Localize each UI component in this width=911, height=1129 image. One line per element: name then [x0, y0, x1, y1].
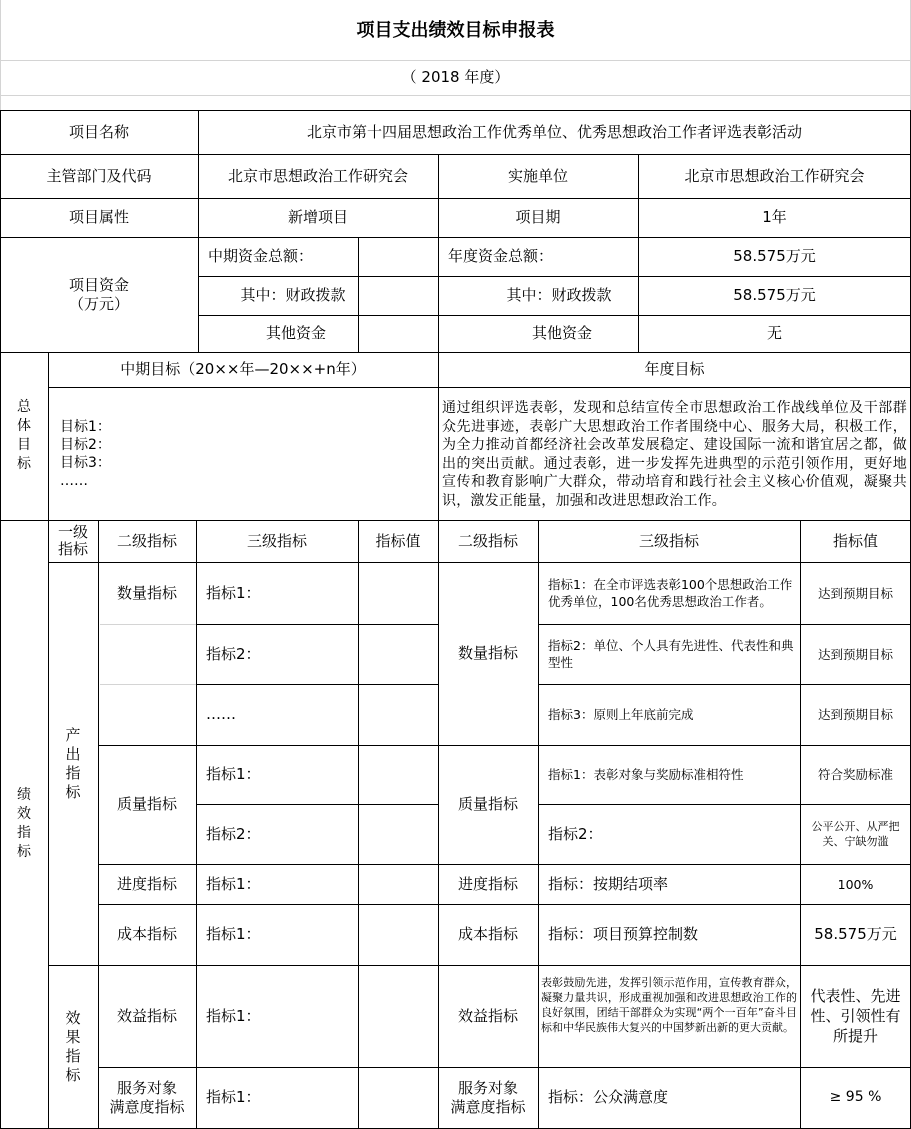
project-name-label: 项目名称: [68, 122, 129, 141]
effect-char: 指: [65, 1046, 81, 1065]
performance-char: 绩: [17, 787, 31, 803]
value-header: 指标值: [375, 531, 421, 550]
right-quality-item-2: 指标2：: [548, 824, 603, 843]
annual-fiscal-value: 58.575万元: [733, 286, 816, 304]
grid-line: [358, 520, 359, 1128]
benefit-indicator-right: 效益指标: [457, 1006, 518, 1025]
cost-value: 58.575万元: [814, 925, 897, 943]
effect-char: 效: [65, 1008, 81, 1027]
right-quantity-item-2: 指标2：单位、个人具有先进性、代表性和典型性: [548, 638, 794, 670]
right-satisfaction-item: 指标：公众满意度: [548, 1088, 669, 1106]
project-attribute-label: 项目属性: [68, 208, 129, 226]
mid-term-total-label: 中期资金总额：: [208, 247, 314, 265]
left-benefit-item-1: 指标1：: [206, 1006, 261, 1025]
performance-indicators-label: [0, 520, 48, 1128]
project-period-value: 1年: [762, 208, 787, 226]
progress-indicator-right: 进度指标: [457, 874, 518, 893]
level3-header-right: 三级指标: [638, 531, 699, 550]
overall-goals-char: 标: [17, 456, 31, 472]
level1-header: 一级 指标: [57, 523, 88, 558]
output-char: 指: [65, 763, 81, 782]
right-quality-item-1: 指标1：表彰对象与奖励标准相符性: [548, 767, 744, 782]
gridline: [100, 684, 196, 685]
annual-other-value: 无: [766, 324, 782, 342]
gridline: [100, 624, 196, 625]
level2-header-right: 二级指标: [457, 531, 518, 550]
annual-goal-header: 年度目标: [644, 360, 705, 378]
progress-value: 100%: [837, 876, 874, 892]
right-quantity-item-3: 指标3：原则上年底前完成: [548, 707, 694, 722]
quality-1-value: 符合奖励标准: [817, 767, 893, 782]
left-quality-item-2: 指标2：: [206, 824, 261, 843]
output-indicators-label: [48, 562, 98, 965]
effect-char: 标: [65, 1065, 81, 1084]
effect-indicators-label: [48, 965, 98, 1128]
level3-header: 三级指标: [246, 531, 307, 550]
project-attribute-value: 新增项目: [287, 208, 348, 226]
overall-goals-char: 体: [17, 418, 31, 434]
left-quantity-ellipsis: ……: [206, 705, 236, 723]
benefit-value: 代表性、先进性、引领性有所提升: [810, 987, 901, 1045]
department-value: 北京市思想政治工作研究会: [227, 166, 408, 185]
overall-goals-char: 目: [17, 437, 31, 453]
grid-line: [358, 237, 359, 352]
effect-char: 果: [65, 1027, 81, 1046]
quantity-2-value: 达到预期目标: [817, 646, 893, 662]
right-quantity-item-1: 指标1：在全市评选表彰100个思想政治工作优秀单位，100名优秀思想政治工作者。: [548, 577, 793, 609]
right-progress-item: 指标：按期结项率: [548, 874, 669, 893]
quality-2-value: 公平公开、从严把关、宁缺勿滥: [811, 820, 900, 848]
output-char: 标: [65, 782, 81, 801]
cost-indicator-right: 成本指标: [457, 925, 518, 943]
right-cost-item: 指标：项目预算控制数: [548, 925, 699, 943]
form-title: 项目支出绩效目标申报表: [356, 19, 555, 41]
satisfaction-value: ≥ 95 %: [829, 1089, 882, 1105]
left-progress-item-1: 指标1：: [206, 874, 261, 893]
annual-total-value: 58.575万元: [733, 247, 816, 265]
project-period-label: 项目期: [515, 208, 561, 226]
quality-indicator-right: 质量指标: [457, 795, 518, 813]
implementing-unit-label: 实施单位: [507, 166, 568, 185]
left-quantity-item-1: 指标1：: [206, 583, 261, 602]
right-benefit-item: 表彰鼓励先进，发挥引领示范作用，宣传教育群众，凝聚力量共识，形成重视加强和改进思想政治工作的良好氛围，团结干部群众为实现“两个一百年”奋斗目标和中华民族伟大复兴的中国梦新出新的更大贡献。: [541, 976, 797, 1034]
quantity-1-value: 达到预期目标: [817, 585, 893, 601]
left-satisfaction-item-1: 指标1：: [206, 1088, 261, 1106]
left-cost-item-1: 指标1：: [206, 925, 261, 943]
left-quantity-item-2: 指标2：: [206, 644, 261, 663]
mid-term-fiscal-label: 其中：财政拨款: [240, 286, 346, 304]
performance-char: 指: [17, 825, 31, 841]
project-funds-label: 项目资金 （万元）: [68, 275, 129, 313]
annual-goal-text: 通过组织评选表彰，发现和总结宣传全市思想政治工作战线单位及干部群众先进事迹，表彰广大思想政治工作者围绕中心、服务大局，积极工作，为全力推动首都经济社会改革发展稳定、建设国际一流和谐宜居之都，做出的突出贡献。通过表彰，进一步发挥先进典型的示范引领作用，更好地宣传和教育影响广大群众，带动培育和践行社会主义核心价值观，凝聚共识，激发正能量，加强和改进思想政治工作。: [442, 400, 907, 509]
performance-char: 标: [17, 844, 31, 860]
value-header-right: 指标值: [832, 531, 878, 550]
output-char: 产: [65, 725, 81, 744]
annual-other-label: 其他资金: [531, 324, 592, 342]
mid-term-goal-header: 中期目标（20××年—20××+n年）: [120, 360, 366, 378]
project-name-value: 北京市第十四届思想政治工作优秀单位、优秀思想政治工作者评选表彰活动: [306, 122, 802, 141]
overall-goals-char: 总: [17, 399, 31, 415]
satisfaction-indicator-right: 服务对象 满意度指标: [450, 1078, 526, 1116]
department-label: 主管部门及代码: [46, 166, 152, 185]
quality-indicator-left: 质量指标: [116, 795, 177, 813]
output-char: 出: [65, 744, 81, 763]
gridline: [0, 95, 911, 96]
quantity-indicator-right: 数量指标: [457, 644, 518, 662]
progress-indicator-left: 进度指标: [116, 874, 177, 893]
quantity-indicator-left: 数量指标: [116, 583, 177, 602]
form-year: （ 2018 年度）: [401, 68, 510, 86]
annual-fiscal-label: 其中：财政拨款: [506, 286, 612, 304]
quantity-3-value: 达到预期目标: [817, 707, 893, 722]
mid-term-other-label: 其他资金: [265, 324, 326, 342]
overall-goals-label: [0, 352, 48, 520]
satisfaction-indicator-left: 服务对象 满意度指标: [109, 1078, 185, 1116]
mid-term-goal-text: 目标1： 目标2： 目标3： ……: [60, 418, 111, 489]
level2-header: 二级指标: [116, 531, 177, 550]
benefit-indicator-left: 效益指标: [116, 1006, 177, 1025]
performance-char: 效: [17, 806, 31, 822]
cost-indicator-left: 成本指标: [116, 925, 177, 943]
implementing-unit-value: 北京市思想政治工作研究会: [684, 166, 865, 185]
left-quality-item-1: 指标1：: [206, 765, 261, 783]
annual-total-label: 年度资金总额：: [448, 247, 554, 265]
